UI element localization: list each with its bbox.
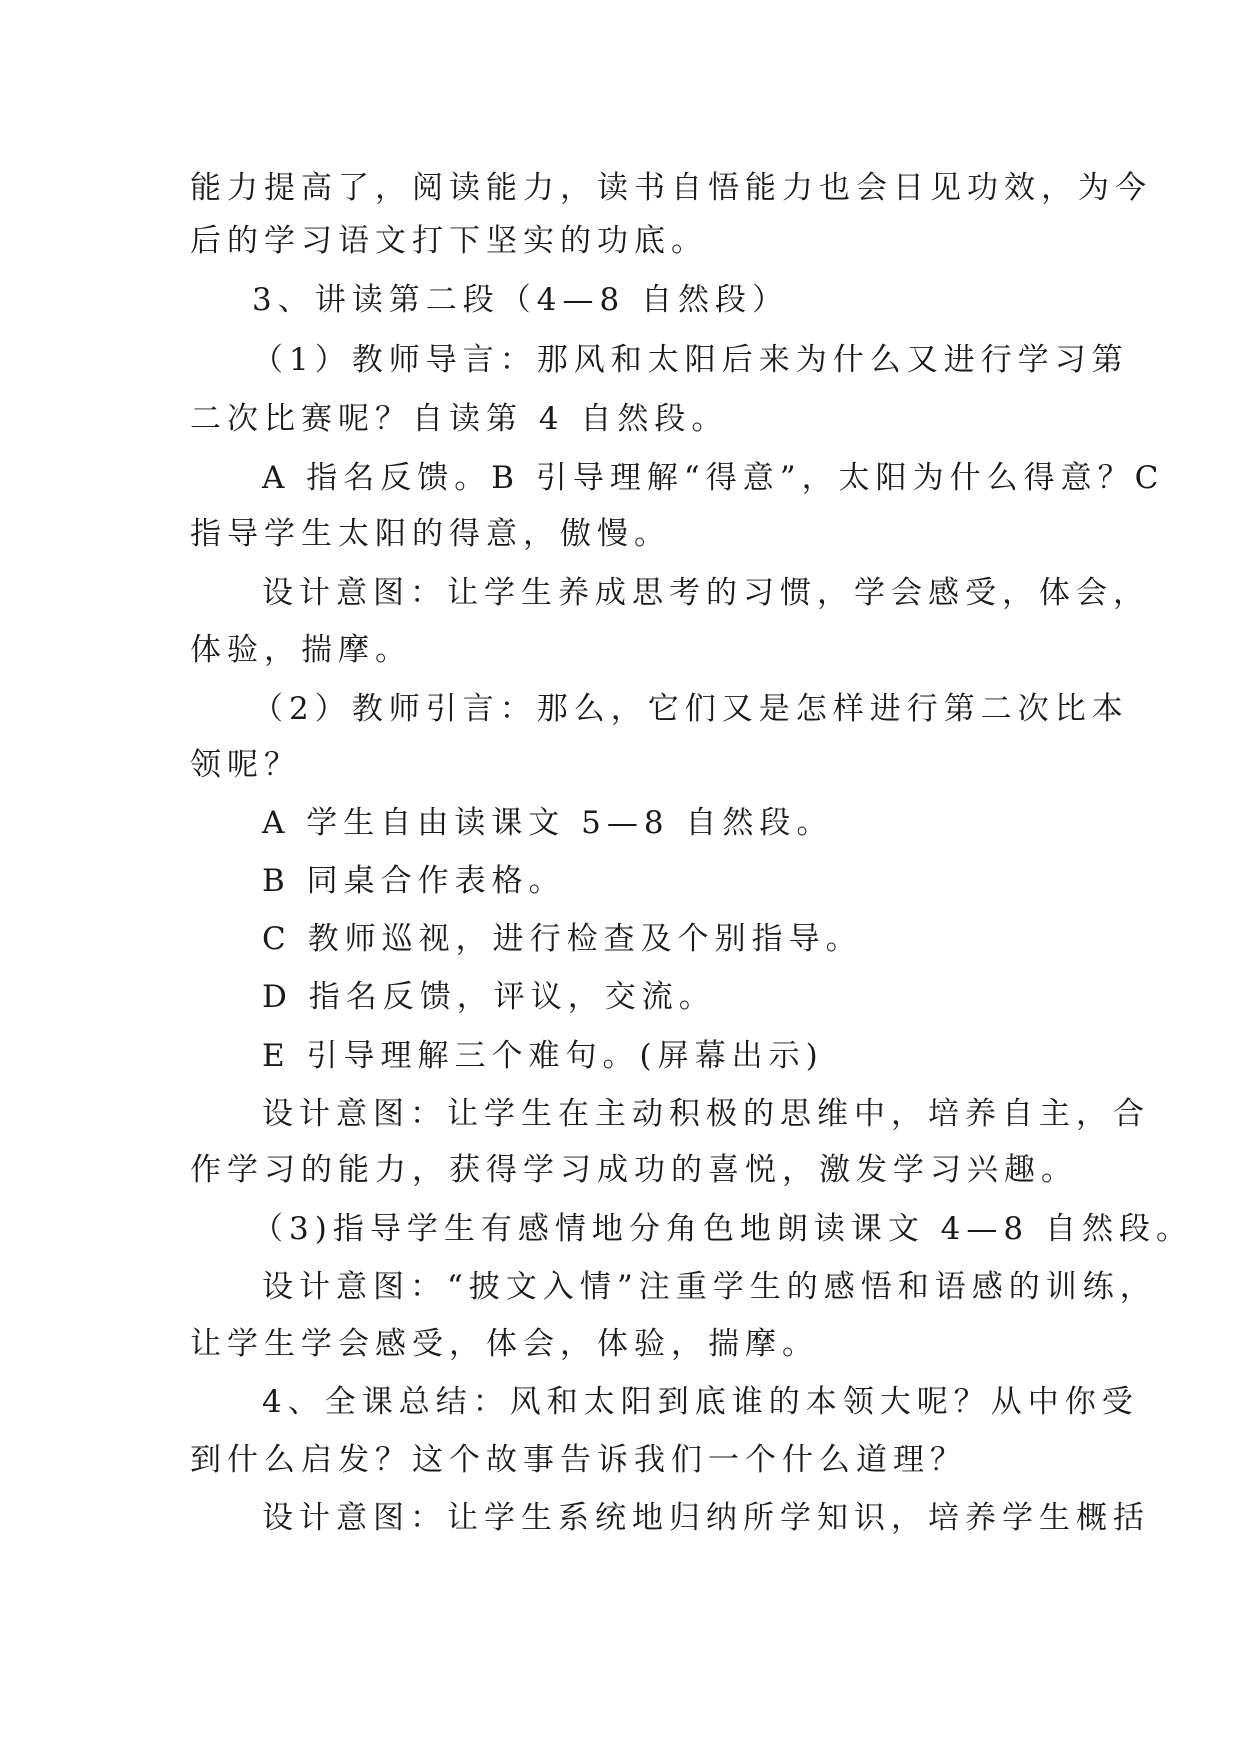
text-line-20: 设计意图：“披文入情”注重学生的感悟和语感的训练， [262, 1269, 1157, 1305]
text-line-6: A 指名反馈。B 引导理解“得意”，太阳为什么得意？C [262, 460, 1165, 496]
text-line-18: 作学习的能力，获得学习成功的喜悦，激发学习兴趣。 [190, 1152, 1078, 1188]
section-heading-4: 4、全课总结：风和太阳到底谁的本领大呢？从中你受 [262, 1384, 1139, 1420]
section-heading-3: 3、讲读第二段（4—8 自然段） [252, 282, 790, 318]
text-line-15: D 指名反馈，评议，交流。 [262, 979, 716, 1015]
text-line-13: B 同桌合作表格。 [262, 863, 566, 899]
text-line-2: 后的学习语文打下坚实的功底。 [190, 223, 708, 259]
text-line-1: 能力提高了，阅读能力，读书自悟能力也会日见功效，为今 [190, 170, 1152, 206]
text-line-24: 设计意图：让学生系统地归纳所学知识，培养学生概括 [262, 1500, 1150, 1536]
text-line-8: 设计意图：让学生养成思考的习惯，学会感受，体会， [262, 575, 1150, 611]
text-line-17: 设计意图：让学生在主动积极的思维中，培养自主，合 [262, 1096, 1150, 1132]
text-line-11: 领呢？ [190, 747, 301, 783]
text-line-16: E 引导理解三个难句。(屏幕出示) [262, 1038, 824, 1074]
text-line-9: 体验，揣摩。 [190, 632, 412, 668]
text-line-14: C 教师巡视，进行检查及个别指导。 [262, 921, 863, 957]
text-line-5: 二次比赛呢？自读第 4 自然段。 [190, 401, 729, 437]
text-line-23: 到什么启发？这个故事告诉我们一个什么道理？ [190, 1442, 967, 1478]
text-line-7: 指导学生太阳的得意，傲慢。 [190, 516, 671, 552]
text-line-10: （2）教师引言：那么，它们又是怎样进行第二次比本 [252, 691, 1129, 727]
text-line-4: （1）教师导言：那风和太阳后来为什么又进行学习第 [252, 342, 1129, 378]
text-line-12: A 学生自由读课文 5—8 自然段。 [262, 805, 834, 841]
text-line-19: （3)指导学生有感情地分角色地朗读课文 4—8 自然段。 [252, 1211, 1193, 1247]
text-line-21: 让学生学会感受，体会，体验，揣摩。 [190, 1326, 819, 1362]
